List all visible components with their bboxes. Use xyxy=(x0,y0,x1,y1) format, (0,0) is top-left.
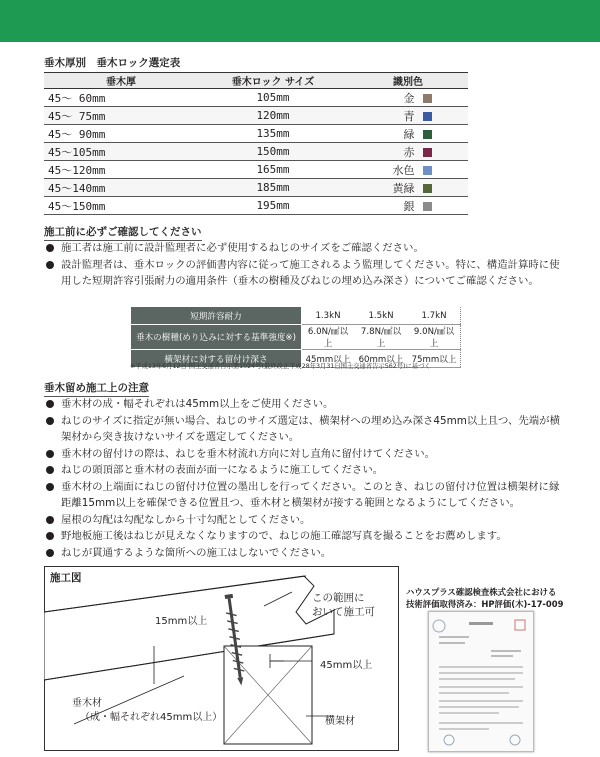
bullet-icon xyxy=(46,466,54,474)
label-beam: 横架材 xyxy=(325,716,355,727)
table-row xyxy=(44,161,468,179)
list-item: 野地板施工後はねじが見えなくなりますので、ねじの施工確認写真を撮ることをお薦めします。 xyxy=(44,528,562,545)
color-swatch-icon xyxy=(423,94,432,103)
table-row xyxy=(131,325,461,350)
list-item: 設計監理者は、垂木ロックの評価書内容に従って施工されるよう監理してください。特に、構造計算時に使用した短期許容引張耐力の適用条件（垂木の樹種及びねじの埋め込み深さ）についてご確認ください。 xyxy=(44,257,562,290)
bullet-icon xyxy=(46,549,54,557)
thickness-cell: 45～140mm xyxy=(44,179,198,197)
precheck-list xyxy=(44,240,562,290)
color-swatch-icon xyxy=(423,166,432,175)
evaluation-title: ハウスプラス確認検査株式会社における 技術評価取得済み：HP評価(木)-17-009 xyxy=(406,587,564,609)
certificate-thumbnail xyxy=(429,612,533,751)
list-item: ねじのサイズに指定が無い場合、ねじのサイズ選定は、横架材への埋め込み深さ45mm以上且つ、先端が横架材から突き抜けないサイズを選定してください。 xyxy=(44,413,562,446)
thickness-cell: 45～ 75mm xyxy=(44,107,198,125)
bullet-icon xyxy=(46,483,54,491)
size-cell: 105mm xyxy=(198,89,348,107)
strength-value: 1.5kN xyxy=(355,307,408,325)
strength-footnote: ※平成13年6月12日 国土交通省告示第1024号(最終改正平成28年3月31日国土交通省告示562号)に基づく xyxy=(130,363,431,370)
column-header-thickness: 垂木厚 xyxy=(44,73,198,89)
color-swatch-icon xyxy=(423,202,432,211)
bullet-icon xyxy=(46,244,54,252)
list-item: 屋根の勾配は勾配なしから十寸勾配としてください。 xyxy=(44,512,562,529)
strength-value: 45mm以上 xyxy=(302,350,355,368)
size-cell: 150mm xyxy=(198,143,348,161)
color-name: 青 xyxy=(403,109,415,123)
bullet-icon xyxy=(46,261,54,269)
column-header-size: 垂木ロック サイズ xyxy=(198,73,348,89)
bullet-icon xyxy=(46,400,54,408)
selection-table-title: 垂木厚別 垂木ロック選定表 xyxy=(44,57,181,69)
precheck-title: 施工前に必ずご確認してください xyxy=(44,224,202,241)
strength-table xyxy=(130,306,461,368)
color-swatch-icon xyxy=(423,112,432,121)
strength-label: 短期許容耐力 xyxy=(131,307,302,325)
color-name: 金 xyxy=(403,91,415,105)
evaluation-certificate-image xyxy=(428,611,534,752)
notes-title: 垂木留め施工上の注意 xyxy=(44,380,149,397)
table-row xyxy=(44,107,468,125)
color-swatch-icon xyxy=(423,148,432,157)
color-name: 黄緑 xyxy=(392,181,415,195)
size-cell: 135mm xyxy=(198,125,348,143)
table-row xyxy=(44,179,468,197)
table-row xyxy=(44,197,468,215)
strength-value: 75mm以上 xyxy=(408,350,461,368)
thickness-cell: 45～150mm xyxy=(44,197,198,215)
thickness-cell: 45～ 60mm xyxy=(44,89,198,107)
list-item: ねじが貫通するような箇所への施工はしないでください。 xyxy=(44,545,562,562)
table-row xyxy=(44,143,468,161)
size-cell: 120mm xyxy=(198,107,348,125)
strength-value: 60mm以上 xyxy=(355,350,408,368)
label-rafter: 垂木材 （成・幅それぞれ45mm以上） xyxy=(72,698,223,723)
selection-table xyxy=(44,72,468,215)
color-name: 緑 xyxy=(403,127,415,141)
list-item: 垂木材の留付けの際は、ねじを垂木材流れ方向に対し直角に留付けてください。 xyxy=(44,446,562,463)
thickness-cell: 45～ 90mm xyxy=(44,125,198,143)
column-header-color: 識別色 xyxy=(348,73,468,89)
size-cell: 185mm xyxy=(198,179,348,197)
label-45mm: 45mm以上 xyxy=(320,660,373,671)
figure-title: 施工図 xyxy=(50,572,82,584)
bullet-icon xyxy=(46,450,54,458)
table-row xyxy=(44,125,468,143)
thickness-cell: 45～105mm xyxy=(44,143,198,161)
bullet-icon xyxy=(46,516,54,524)
strength-value: 1.7kN xyxy=(408,307,461,325)
size-cell: 195mm xyxy=(198,197,348,215)
table-row xyxy=(44,89,468,107)
notes-list xyxy=(44,396,562,561)
strength-value: 1.3kN xyxy=(302,307,355,325)
color-cell xyxy=(348,89,468,107)
color-cell xyxy=(348,161,468,179)
color-cell xyxy=(348,179,468,197)
list-item: 垂木材の成・幅それぞれは45mm以上をご使用ください。 xyxy=(44,396,562,413)
list-item: ねじの頭頂部と垂木材の表面が面一になるように施工してください。 xyxy=(44,462,562,479)
list-item: 垂木材の上端面にねじの留付け位置の墨出しを行ってください。このとき、ねじの留付け位置は横架材に縁距離15mm以上を確保できる位置且つ、垂木材と横架材が接する範囲となるようにしてください。 xyxy=(44,479,562,512)
color-name: 赤 xyxy=(403,145,415,159)
color-cell xyxy=(348,143,468,161)
bullet-icon xyxy=(46,417,54,425)
strength-value: 6.0N/㎟以上 xyxy=(302,325,355,350)
color-swatch-icon xyxy=(423,184,432,193)
color-cell xyxy=(348,107,468,125)
size-cell: 165mm xyxy=(198,161,348,179)
strength-label: 横架材に対する留付け深さ xyxy=(131,350,302,368)
color-cell xyxy=(348,197,468,215)
color-cell xyxy=(348,125,468,143)
color-name: 水色 xyxy=(392,163,415,177)
strength-label: 垂木の樹種(めり込みに対する基準強度※) xyxy=(131,325,302,350)
color-name: 銀 xyxy=(403,199,415,213)
label-construction-range: この範囲に おいて施工可 xyxy=(312,592,375,618)
bullet-icon xyxy=(46,532,54,540)
strength-value: 9.0N/㎟以上 xyxy=(408,325,461,350)
list-item: 施工者は施工前に設計監理者に必ず使用するねじのサイズをご確認ください。 xyxy=(44,240,562,257)
table-row xyxy=(131,307,461,325)
header-bar xyxy=(0,0,600,42)
label-15mm: 15mm以上 xyxy=(155,616,208,627)
thickness-cell: 45～120mm xyxy=(44,161,198,179)
color-swatch-icon xyxy=(423,130,432,139)
strength-value: 7.8N/㎟以上 xyxy=(355,325,408,350)
